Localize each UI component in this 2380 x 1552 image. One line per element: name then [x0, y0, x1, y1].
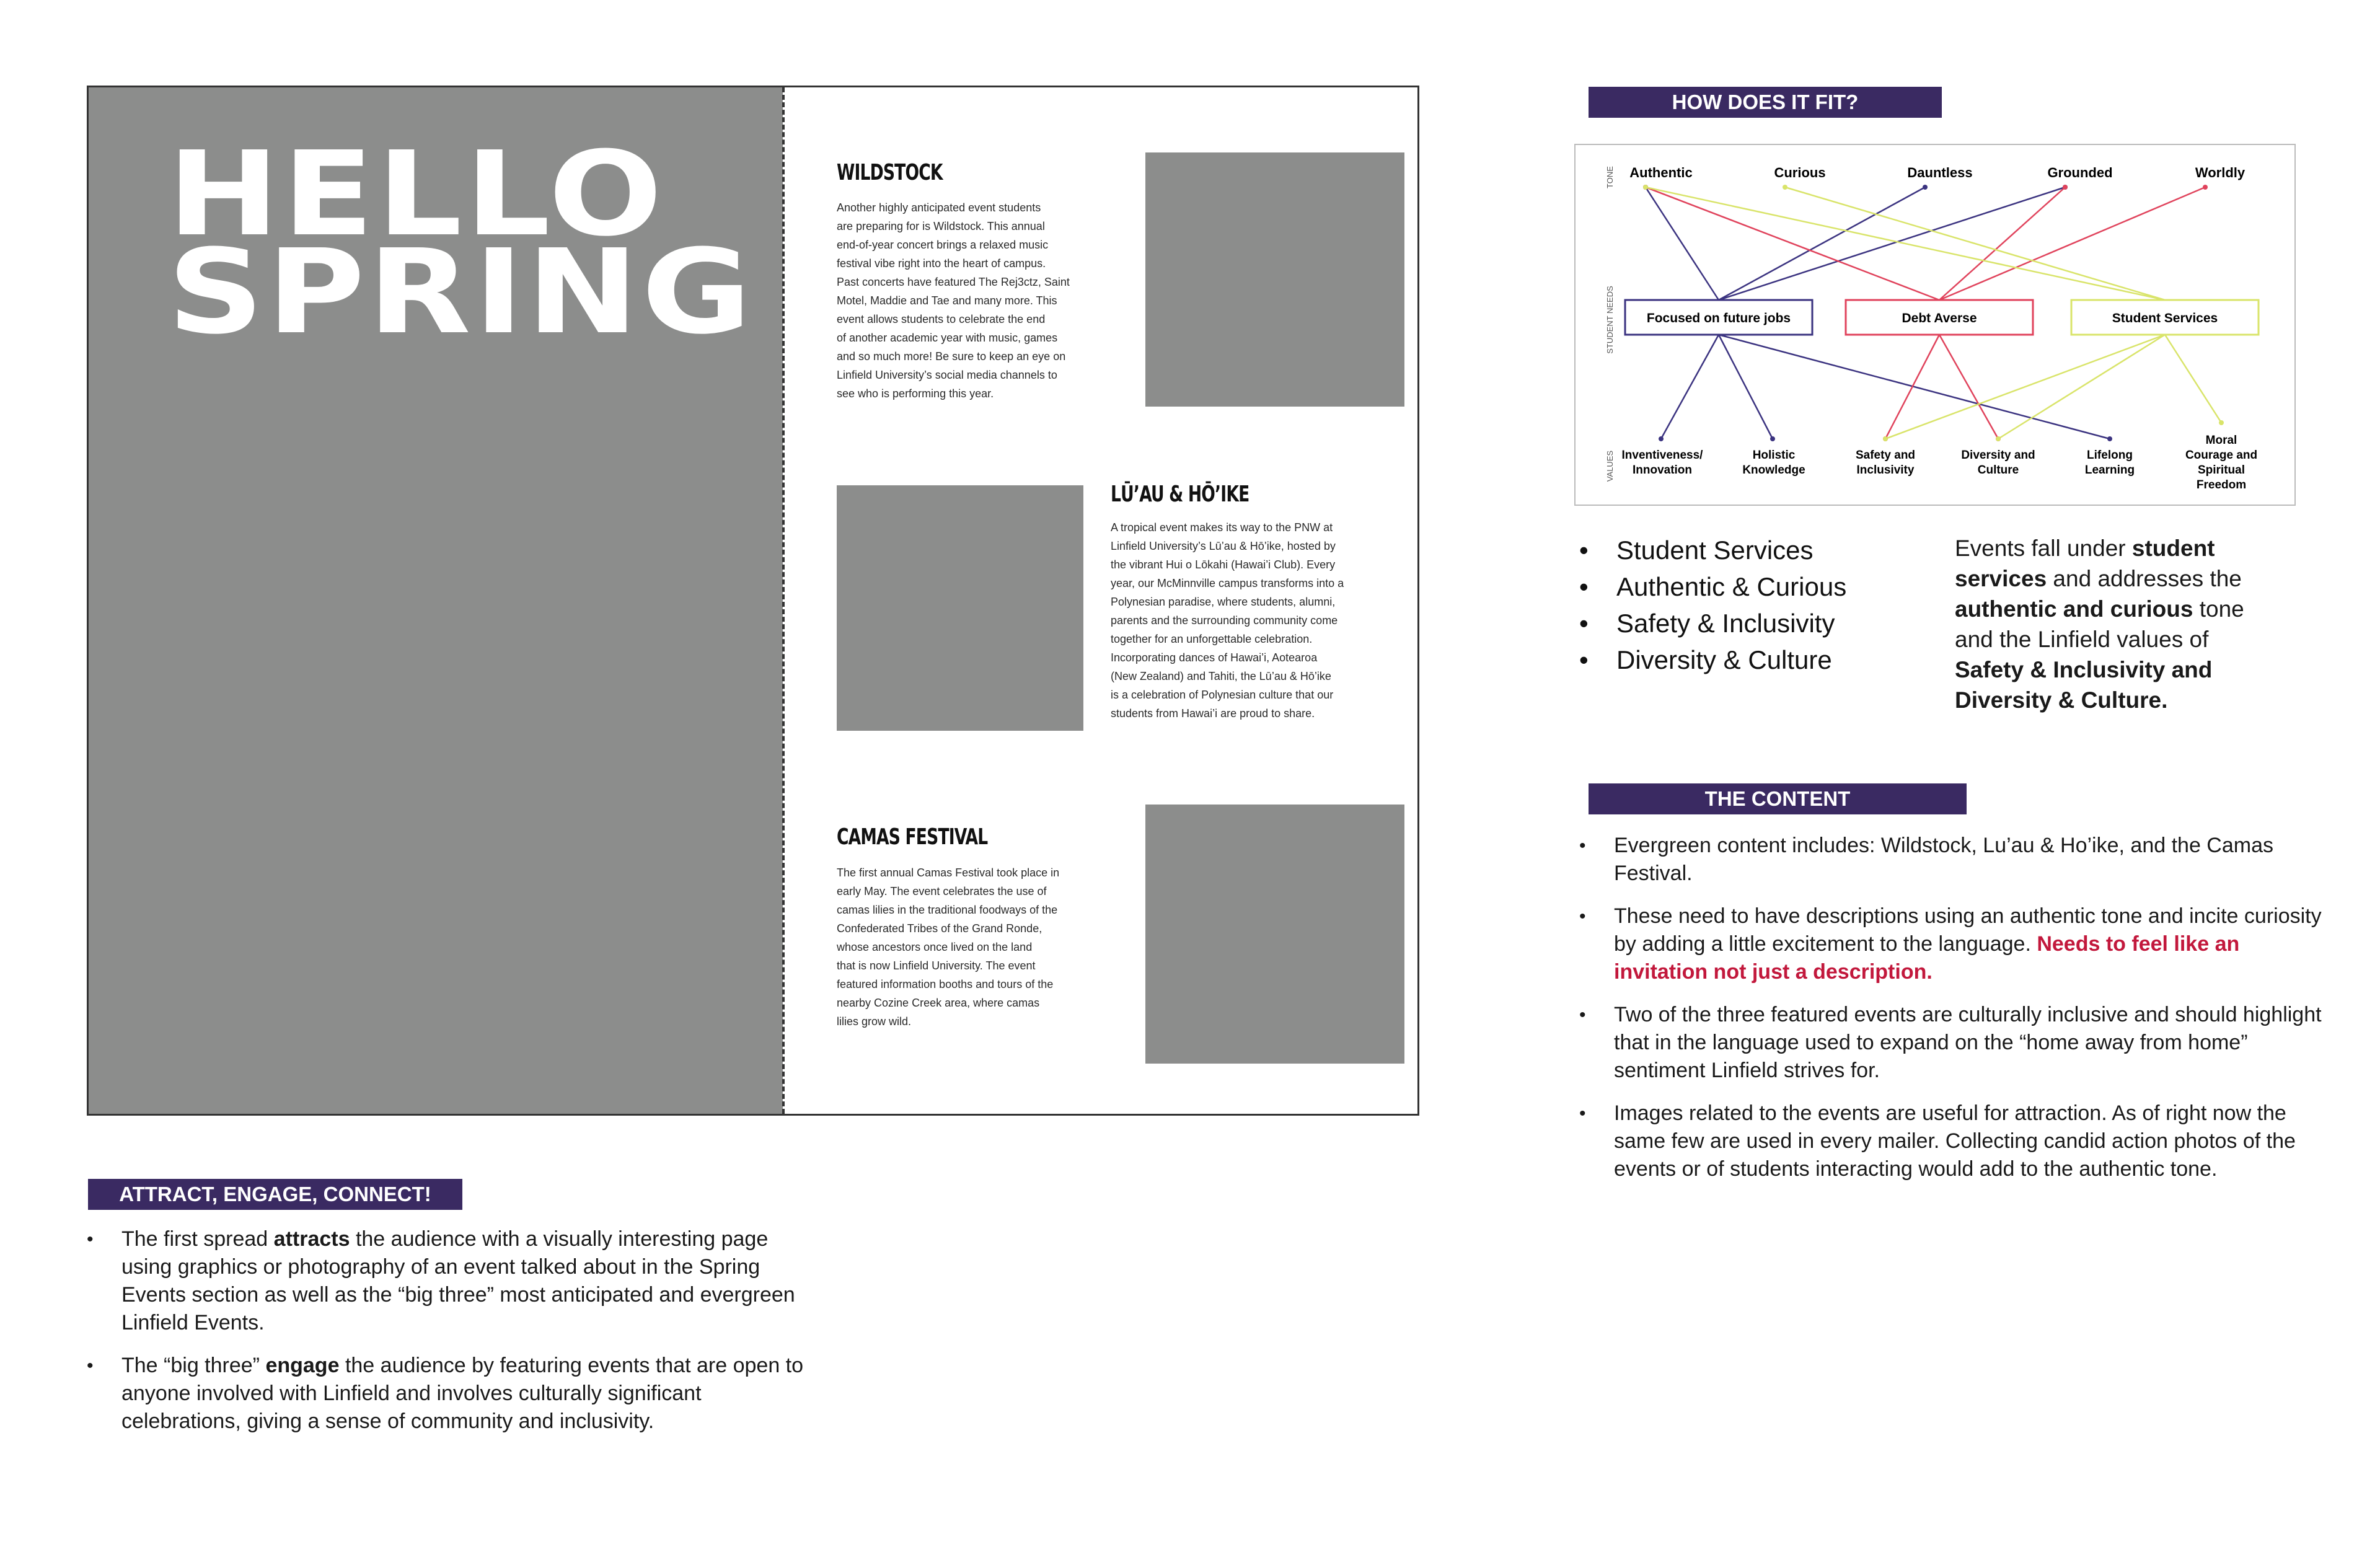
diagram-connector-line — [1939, 187, 2065, 300]
svg-text:Innovation: Innovation — [1632, 464, 1693, 477]
event-body-camas: The first annual Camas Festival took place in early May. The event celebrates the use of camas lilies in the traditional foodways of the Confederated Tribes of the Grand Ronde, whose ancestors once lived on the land that is now Linfield University. The event featured information booths and tours of the nearby Cozine Creek area, where camas lilies grow wild. — [837, 866, 1060, 1028]
list-item: • Images related to the events are useful for attraction. As of right now the same few are used in every mailer. Collecting candid action photos of the events or of students interacting would add to the authentic tone. — [1579, 1100, 2323, 1183]
hero-title — [167, 126, 755, 360]
diagram-connector-line — [1719, 335, 1773, 439]
row-label-values: VALUES — [1605, 450, 1615, 482]
need-services: Student Services — [2112, 311, 2218, 325]
diagram-connector-line — [1785, 187, 2165, 300]
hero-title-line-2: SPRING — [167, 224, 755, 360]
content-label: THE CONTENT — [1589, 783, 1967, 814]
diagram-connector-dot — [2107, 436, 2112, 441]
diagram-connector-line — [1939, 187, 2205, 300]
diagram-connector-line — [1719, 335, 2110, 439]
event-photo-luau — [837, 485, 1083, 731]
list-item: • Evergreen content includes: Wildstock, Lu’au & Ho’ike, and the Camas Festival. — [1579, 832, 2323, 888]
fit-bullets — [1579, 532, 1926, 678]
fit-summary: Events fall under student services and addresses the authentic and curious tone and the Linfield values of Safety & Inclusivity and Diversity & Culture. — [1955, 536, 2244, 713]
diagram-connector-line — [1646, 187, 1719, 300]
tone-grounded: Grounded — [2047, 165, 2113, 180]
event-body-luau: A tropical event makes its way to the PNW at Linfield University’s Lū’au & Hō’ike, hosted by the vibrant Hui o Lōkahi (Hawai’i Club). Every year, our McMinnville campus transforms into a Polynesian paradise, where students, alumni, parents and the surrounding community come together for an unforgettable celebration. Incorporating dances of Hawai’i, Aotearoa (New Zealand) and Tahiti, the Lū’au & Hō’ike is a celebration of Polynesian culture that our students from Hawai’i are proud to share. — [1111, 521, 1344, 720]
list-item: • The “big three” engage the audience by featuring events that are open to anyone involved with Linfield and involves culturally significant celebrations, giving a sense of community and inclusivity. — [87, 1352, 818, 1435]
diagram-connector-line — [1939, 335, 1998, 439]
attract-list — [87, 1225, 818, 1450]
need-jobs: Focused on future jobs — [1646, 311, 1791, 325]
svg-text:Holistic: Holistic — [1752, 449, 1796, 462]
event-title-camas: CAMAS FESTIVAL — [837, 824, 988, 850]
diagram-connector-dot — [1783, 185, 1787, 190]
event-title-luau: LŪ’AU & HŌ’IKE — [1111, 482, 1250, 507]
event-title-wildstock: WILDSTOCK — [837, 160, 943, 185]
content-list — [1579, 832, 2323, 1198]
tone-authentic: Authentic — [1629, 165, 1693, 180]
attract-label: ATTRACT, ENGAGE, CONNECT! — [88, 1179, 462, 1210]
svg-text:Diversity and: Diversity and — [1961, 449, 2035, 462]
diagram-connector-dot — [1770, 436, 1775, 441]
fit-bullet: • Safety & Inclusivity — [1579, 605, 1926, 642]
diagram-connector-line — [1661, 335, 1719, 439]
svg-text:Learning: Learning — [2084, 464, 2135, 477]
event-photo-camas — [1145, 805, 1404, 1064]
diagram-connector-line — [1719, 187, 2065, 300]
svg-text:Inclusivity: Inclusivity — [1856, 464, 1915, 477]
svg-text:Inventiveness/: Inventiveness/ — [1621, 449, 1703, 462]
diagram-connector-dot — [1883, 436, 1888, 441]
diagram-connector-dot — [2219, 420, 2224, 425]
fit-bullet: • Diversity & Culture — [1579, 642, 1926, 678]
event-photo-wildstock — [1145, 152, 1404, 407]
diagram-connector-dot — [1996, 436, 2001, 441]
spread-spine — [782, 87, 785, 1114]
value-innovation — [1622, 449, 1704, 477]
fit-bullet: • Authentic & Curious — [1579, 568, 1926, 605]
hero-title-line-1: HELLO — [167, 126, 666, 262]
diagram-connector-dot — [2203, 185, 2208, 190]
list-item: • Two of the three featured events are culturally inclusive and should highlight that in the language used to expand on the “home away from home” sentiment Linfield strives for. — [1579, 1001, 2323, 1085]
value-holistic-knowledge — [1742, 449, 1805, 477]
fit-bullet: • Student Services — [1579, 532, 1926, 568]
svg-text:Lifelong: Lifelong — [2087, 449, 2133, 462]
list-item: • The first spread attracts the audience with a visually interesting page using graphics or photography of an event talked about in the Spring Events section as well as the “big three” most anticipated and evergreen Linfield Events. — [87, 1225, 818, 1337]
value-lifelong-learning — [2085, 449, 2135, 477]
diagram-connector-dot — [1923, 185, 1928, 190]
svg-text:Courage and: Courage and — [2185, 449, 2258, 462]
tone-dauntless: Dauntless — [1907, 165, 1973, 180]
tone-curious: Curious — [1774, 165, 1826, 180]
event-body-wildstock: Another highly anticipated event students are preparing for is Wildstock. This annual end-of-year concert brings a relaxed music festival vibe right into the heart of campus. Past concerts have featured The Rej3ctz, Saint Motel, Maddie and Tae and many more. This event allows students to celebrate the end of another academic year with music, games and so much more! Be sure to keep an eye on Linfield University’s social media channels to see who is performing this year. — [837, 201, 1070, 400]
value-moral-courage — [2185, 434, 2257, 492]
diagram-connector-line — [1885, 335, 2165, 439]
list-item: • These need to have descriptions using an authentic tone and incite curiosity by adding a little excitement to the language. Needs to feel like an invitation not just a description. — [1579, 902, 2323, 986]
value-safety-inclusivity — [1856, 449, 1915, 477]
tone-worldly: Worldly — [2195, 165, 2246, 180]
fit-label: HOW DOES IT FIT? — [1589, 87, 1942, 118]
svg-text:Safety and: Safety and — [1855, 449, 1916, 462]
diagram-connector-line — [1885, 335, 1939, 439]
svg-text:Knowledge: Knowledge — [1742, 464, 1805, 477]
row-label-tone: TONE — [1605, 166, 1615, 188]
fit-diagram — [1574, 144, 2296, 506]
need-debt: Debt Averse — [1902, 311, 1977, 325]
diagram-connector-line — [2165, 335, 2221, 423]
fit-diagram-svg — [1576, 145, 2297, 507]
svg-text:Spiritual: Spiritual — [2197, 464, 2246, 477]
diagram-connector-dot — [1643, 185, 1648, 190]
value-diversity-culture — [1961, 449, 2035, 477]
svg-text:Freedom: Freedom — [2196, 478, 2247, 492]
svg-text:Moral: Moral — [2205, 434, 2237, 447]
svg-text:Culture: Culture — [1977, 464, 2019, 477]
diagram-connector-line — [1646, 187, 2165, 300]
row-label-needs: STUDENT NEEDS — [1605, 286, 1615, 354]
diagram-connector-dot — [2063, 185, 2068, 190]
diagram-connector-dot — [1659, 436, 1664, 441]
